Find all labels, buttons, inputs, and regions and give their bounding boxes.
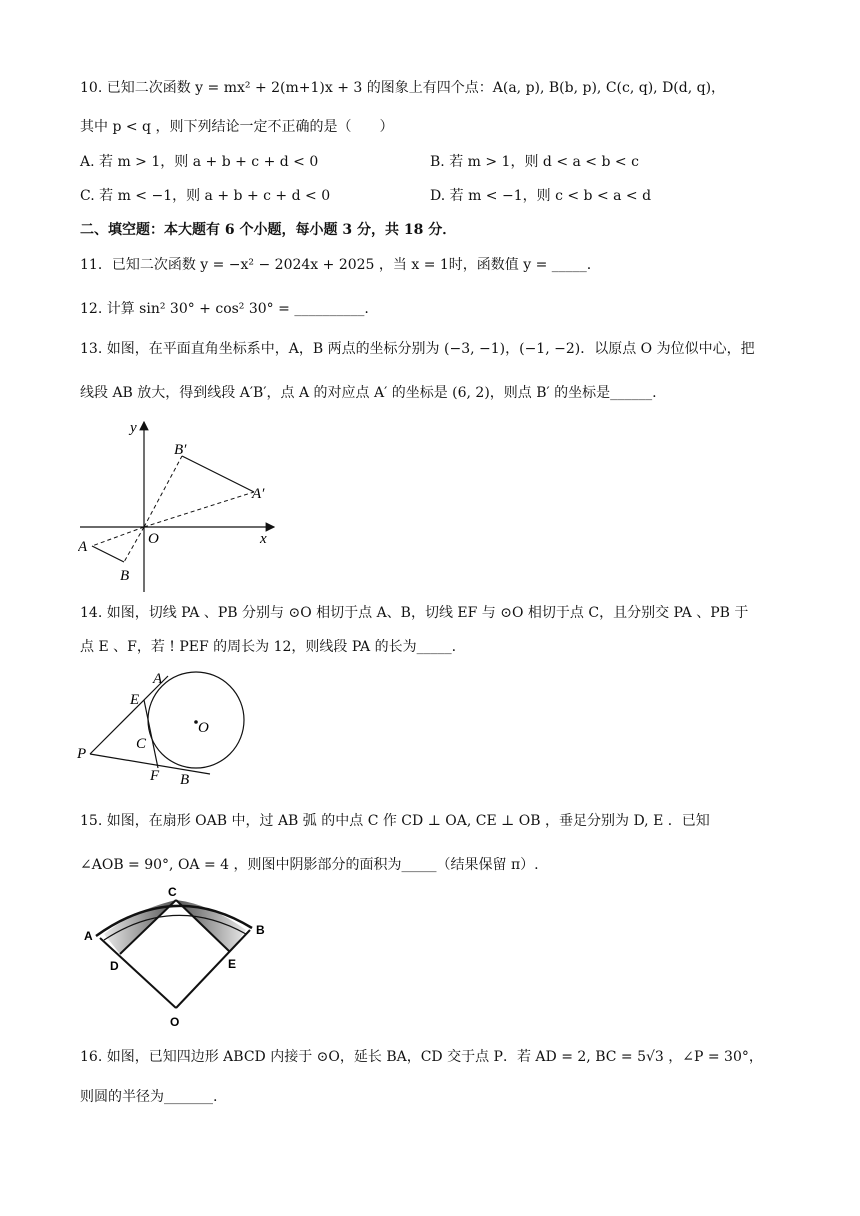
q10-stem-line2: 其中 p < q ，则下列结论一定不正确的是（ ）	[80, 119, 394, 135]
label-o: O	[198, 720, 209, 736]
q10-option-a: A. 若 m > 1，则 a + b + c + d < 0	[80, 154, 319, 170]
label-d: D	[110, 959, 119, 973]
label-a: A	[153, 671, 163, 687]
tangent-ef	[144, 700, 158, 768]
label-a1: A′	[252, 486, 265, 502]
q10-option-c: C. 若 m < −1，则 a + b + c + d < 0	[80, 188, 331, 204]
ray-o-a	[92, 527, 144, 546]
label-b: B	[120, 568, 130, 584]
section-heading: 二、填空题：本大题有 6 个小题，每小题 3 分，共 18 分．	[80, 222, 457, 238]
label-c: C	[136, 736, 147, 752]
ray-o-a1	[144, 492, 254, 527]
ray-o-b	[124, 527, 144, 562]
segment-a-b	[92, 546, 124, 562]
radius-ob	[176, 930, 250, 1008]
q13-stem-line2: 线段 AB 放大，得到线段 A′B′，点 A 的对应点 A′ 的坐标是 (6, 2)，则点 B′ 的坐标是______.	[80, 385, 657, 401]
q15-sector-figure	[82, 882, 272, 1032]
label-f: F	[150, 768, 160, 784]
label-e: E	[130, 692, 140, 708]
q14-stem-line2: 点 E 、F，若 ! PEF 的周长为 12，则线段 PA 的长为_____.	[80, 639, 457, 655]
segment-b1-a1	[182, 456, 254, 492]
label-x: x	[260, 531, 267, 547]
label-a: A	[84, 929, 93, 943]
radius-oa	[100, 938, 176, 1008]
q16-stem-line1: 16. 如图，已知四边形 ABCD 内接于 ⊙O，延长 BA，CD 交于点 P．若 AD = 2, BC = 5√3 ，∠P = 30°，	[80, 1049, 763, 1065]
q10-option-d: D. 若 m < −1，则 c < b < a < d	[430, 188, 652, 204]
label-p: P	[77, 746, 87, 762]
circle-o	[148, 672, 244, 768]
q13-coordinate-figure	[78, 418, 278, 596]
q12-stem: 12. 计算 sin² 30° + cos² 30° = __________.	[80, 301, 369, 317]
label-c: C	[168, 885, 177, 899]
q16-stem-line2: 则圆的半径为_______.	[80, 1089, 218, 1105]
label-o: O	[170, 1015, 180, 1029]
label-a: A	[78, 539, 88, 555]
q10-option-b: B. 若 m > 1，则 d < a < b < c	[430, 154, 639, 170]
label-y: y	[130, 420, 137, 436]
q15-stem-line2: ∠AOB = 90°, OA = 4 ，则图中阴影部分的面积为_____（结果保留 π）.	[80, 857, 539, 873]
label-e: E	[228, 957, 237, 971]
label-b1: B′	[174, 442, 187, 458]
tangent-pa	[90, 676, 168, 754]
q13-stem-line1: 13. 如图，在平面直角坐标系中，A，B 两点的坐标分别为 (−3, −1)，(−1, −2)．以原点 O 为位似中心，把	[80, 341, 755, 357]
label-b: B	[180, 772, 190, 788]
label-b: B	[256, 923, 265, 937]
q14-tangent-figure	[76, 668, 256, 788]
label-o: O	[148, 531, 159, 547]
q11-stem: 11．已知二次函数 y = −x² − 2024x + 2025 ，当 x = 1时，函数值 y = _____.	[80, 257, 592, 273]
shaded-region-left	[104, 900, 176, 954]
q10-stem-line1: 10. 已知二次函数 y = mx² + 2(m+1)x + 3 的图象上有四个点：A(a, p), B(b, p), C(c, q), D(d, q)，	[80, 80, 726, 96]
q14-stem-line1: 14. 如图，切线 PA 、PB 分别与 ⊙O 相切于点 A、B，切线 EF 与 ⊙O 相切于点 C，且分别交 PA 、PB 于	[80, 605, 749, 621]
ray-o-b1	[144, 456, 182, 527]
q15-stem-line1: 15. 如图，在扇形 OAB 中，过 AB 弧 的中点 C 作 CD ⊥ OA, CE ⊥ OB ，垂足分别为 D, E ．已知	[80, 813, 710, 829]
